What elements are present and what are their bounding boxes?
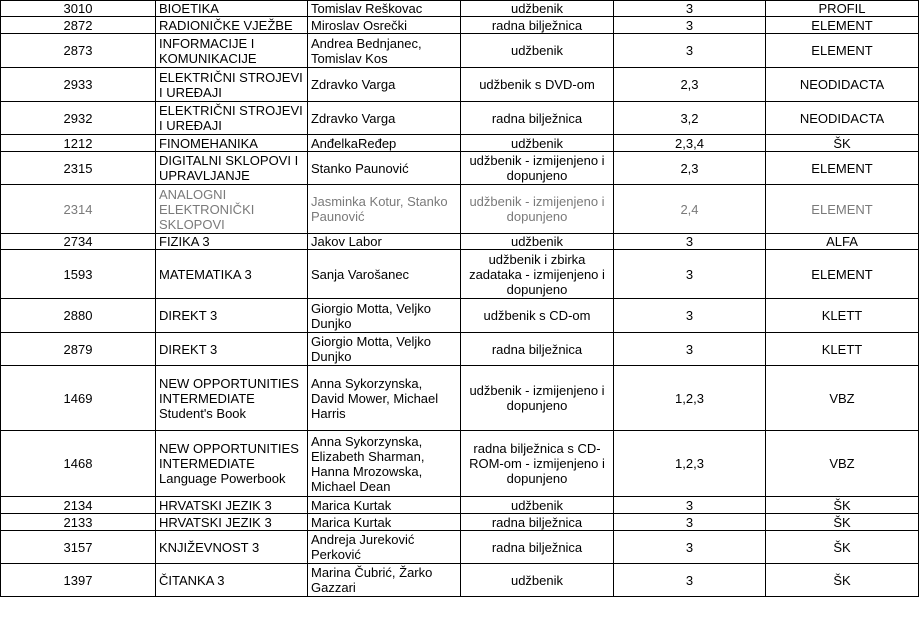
grade-cell: 3 (614, 497, 766, 514)
authors-cell: Marina Čubrić, Žarko Gazzari (308, 564, 461, 597)
title-cell: NEW OPPORTUNITIES INTERMEDIATE Student's Book (156, 366, 308, 431)
grade-cell: 1,2,3 (614, 431, 766, 497)
title-cell: DIGITALNI SKLOPOVI I UPRAVLJANJE (156, 152, 308, 185)
catalog-number-cell: 3010 (1, 1, 156, 17)
title-cell: ČITANKA 3 (156, 564, 308, 597)
table-row (1, 102, 919, 135)
catalog-number-cell: 1468 (1, 431, 156, 497)
title-cell: DIREKT 3 (156, 333, 308, 366)
catalog-number-cell: 3157 (1, 531, 156, 564)
title-cell: MATEMATIKA 3 (156, 250, 308, 299)
material-type-cell: udžbenik (461, 564, 614, 597)
catalog-number-cell: 2933 (1, 68, 156, 102)
catalog-number-cell: 1397 (1, 564, 156, 597)
table-row (1, 333, 919, 366)
publisher-cell: ALFA (766, 234, 919, 250)
grade-cell: 2,3 (614, 68, 766, 102)
title-cell: INFORMACIJE I KOMUNIKACIJE (156, 34, 308, 68)
material-type-cell: radna bilježnica (461, 333, 614, 366)
grade-cell: 3 (614, 299, 766, 333)
title-cell: HRVATSKI JEZIK 3 (156, 497, 308, 514)
authors-cell: AnđelkaReđep (308, 135, 461, 152)
table-row (1, 68, 919, 102)
material-type-cell: udžbenik (461, 497, 614, 514)
catalog-number-cell: 1212 (1, 135, 156, 152)
material-type-cell: udžbenik - izmijenjeno i dopunjeno (461, 185, 614, 234)
publisher-cell: VBZ (766, 431, 919, 497)
title-cell: HRVATSKI JEZIK 3 (156, 514, 308, 531)
table-row (1, 152, 919, 185)
authors-cell: Andrea Bednjanec, Tomislav Kos (308, 34, 461, 68)
material-type-cell: udžbenik (461, 34, 614, 68)
authors-cell: Giorgio Motta, Veljko Dunjko (308, 299, 461, 333)
authors-cell: Sanja Varošanec (308, 250, 461, 299)
material-type-cell: radna bilježnica (461, 514, 614, 531)
authors-cell: Zdravko Varga (308, 68, 461, 102)
table-row (1, 1, 919, 17)
authors-cell: Miroslav Osrečki (308, 17, 461, 34)
grade-cell: 3 (614, 531, 766, 564)
title-cell: BIOETIKA (156, 1, 308, 17)
authors-cell: Stanko Paunović (308, 152, 461, 185)
authors-cell: Anna Sykorzynska, Elizabeth Sharman, Hanna Mrozowska, Michael Dean (308, 431, 461, 497)
textbook-list-body (1, 1, 919, 597)
authors-cell: Jasminka Kotur, Stanko Paunović (308, 185, 461, 234)
material-type-cell: udžbenik (461, 234, 614, 250)
material-type-cell: udžbenik (461, 135, 614, 152)
publisher-cell: NEODIDACTA (766, 102, 919, 135)
table-row (1, 564, 919, 597)
grade-cell: 2,4 (614, 185, 766, 234)
table-row (1, 531, 919, 564)
material-type-cell: radna bilježnica (461, 102, 614, 135)
table-row (1, 431, 919, 497)
material-type-cell: udžbenik (461, 1, 614, 17)
publisher-cell: KLETT (766, 299, 919, 333)
catalog-number-cell: 1593 (1, 250, 156, 299)
publisher-cell: ŠK (766, 564, 919, 597)
catalog-number-cell: 2880 (1, 299, 156, 333)
title-cell: ELEKTRIČNI STROJEVI I UREĐAJI (156, 102, 308, 135)
publisher-cell: ELEMENT (766, 17, 919, 34)
table-row (1, 185, 919, 234)
authors-cell: Andreja Jureković Perković (308, 531, 461, 564)
grade-cell: 3 (614, 514, 766, 531)
catalog-number-cell: 2879 (1, 333, 156, 366)
authors-cell: Marica Kurtak (308, 497, 461, 514)
publisher-cell: VBZ (766, 366, 919, 431)
publisher-cell: ELEMENT (766, 185, 919, 234)
grade-cell: 3 (614, 564, 766, 597)
grade-cell: 3 (614, 1, 766, 17)
table-row (1, 34, 919, 68)
table-row (1, 514, 919, 531)
authors-cell: Giorgio Motta, Veljko Dunjko (308, 333, 461, 366)
material-type-cell: radna bilježnica (461, 17, 614, 34)
material-type-cell: udžbenik - izmijenjeno i dopunjeno (461, 152, 614, 185)
grade-cell: 1,2,3 (614, 366, 766, 431)
table-row (1, 234, 919, 250)
material-type-cell: udžbenik s DVD-om (461, 68, 614, 102)
title-cell: FINOMEHANIKA (156, 135, 308, 152)
table-row (1, 299, 919, 333)
publisher-cell: ŠK (766, 514, 919, 531)
authors-cell: Jakov Labor (308, 234, 461, 250)
grade-cell: 3 (614, 34, 766, 68)
grade-cell: 3 (614, 17, 766, 34)
material-type-cell: udžbenik s CD-om (461, 299, 614, 333)
catalog-number-cell: 2315 (1, 152, 156, 185)
table-row (1, 497, 919, 514)
title-cell: NEW OPPORTUNITIES INTERMEDIATE Language Powerbook (156, 431, 308, 497)
catalog-number-cell: 2134 (1, 497, 156, 514)
authors-cell: Anna Sykorzynska, David Mower, Michael Harris (308, 366, 461, 431)
material-type-cell: radna bilježnica (461, 531, 614, 564)
catalog-number-cell: 2873 (1, 34, 156, 68)
publisher-cell: ELEMENT (766, 34, 919, 68)
title-cell: RADIONIČKE VJEŽBE (156, 17, 308, 34)
material-type-cell: udžbenik i zbirka zadataka - izmijenjeno i dopunjeno (461, 250, 614, 299)
title-cell: FIZIKA 3 (156, 234, 308, 250)
publisher-cell: KLETT (766, 333, 919, 366)
catalog-number-cell: 2133 (1, 514, 156, 531)
catalog-number-cell: 2932 (1, 102, 156, 135)
catalog-number-cell: 1469 (1, 366, 156, 431)
authors-cell: Tomislav Reškovac (308, 1, 461, 17)
title-cell: ELEKTRIČNI STROJEVI I UREĐAJI (156, 68, 308, 102)
publisher-cell: ŠK (766, 531, 919, 564)
catalog-number-cell: 2734 (1, 234, 156, 250)
catalog-number-cell: 2314 (1, 185, 156, 234)
publisher-cell: PROFIL (766, 1, 919, 17)
grade-cell: 2,3,4 (614, 135, 766, 152)
grade-cell: 3 (614, 250, 766, 299)
grade-cell: 2,3 (614, 152, 766, 185)
grade-cell: 3 (614, 333, 766, 366)
table-row (1, 366, 919, 431)
publisher-cell: ŠK (766, 497, 919, 514)
material-type-cell: radna bilježnica s CD-ROM-om - izmijenjeno i dopunjeno (461, 431, 614, 497)
grade-cell: 3,2 (614, 102, 766, 135)
authors-cell: Zdravko Varga (308, 102, 461, 135)
authors-cell: Marica Kurtak (308, 514, 461, 531)
table-row (1, 17, 919, 34)
grade-cell: 3 (614, 234, 766, 250)
table-row (1, 250, 919, 299)
material-type-cell: udžbenik - izmijenjeno i dopunjeno (461, 366, 614, 431)
publisher-cell: ELEMENT (766, 250, 919, 299)
catalog-number-cell: 2872 (1, 17, 156, 34)
publisher-cell: ŠK (766, 135, 919, 152)
table-row (1, 135, 919, 152)
title-cell: ANALOGNI ELEKTRONIČKI SKLOPOVI (156, 185, 308, 234)
publisher-cell: ELEMENT (766, 152, 919, 185)
publisher-cell: NEODIDACTA (766, 68, 919, 102)
title-cell: KNJIŽEVNOST 3 (156, 531, 308, 564)
title-cell: DIREKT 3 (156, 299, 308, 333)
